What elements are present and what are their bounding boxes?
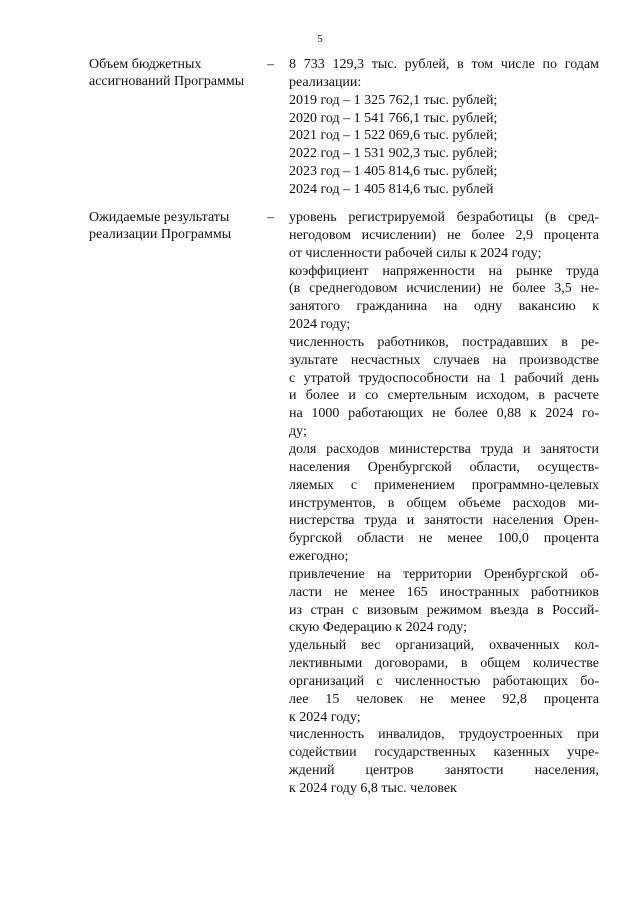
results-line: ласти не менее 165 иностранных работников: [289, 584, 599, 600]
results-line: зультате несчастных случаев на производстве: [289, 352, 599, 368]
results-line: от численности рабочей силы к 2024 году;: [289, 245, 542, 261]
budget-line: 8 733 129,3 тыс. рублей, в том числе по годам: [289, 57, 599, 72]
budget-line: 2019 год – 1 325 762,1 тыс. рублей;: [289, 92, 498, 108]
results-dash: –: [267, 210, 274, 225]
budget-line: 2023 год – 1 405 814,6 тыс. рублей;: [289, 164, 498, 180]
results-line: 2024 году;: [289, 317, 351, 333]
results-line: занятого гражданина на одну вакансию к: [289, 299, 599, 315]
budget-label-line: ассигнований Программы: [89, 74, 245, 89]
results-line: к 2024 году;: [289, 709, 361, 725]
budget-label: [89, 56, 264, 90]
results-line: удельный вес организаций, охваченных кол-: [289, 638, 599, 654]
results-line: на 1000 работающих не более 0,88 к 2024 го-: [289, 406, 599, 422]
results-line: численность инвалидов, трудоустроенных при: [289, 727, 599, 743]
results-line: скую Федерацию к 2024 году;: [289, 620, 467, 636]
budget-line: 2020 год – 1 541 766,1 тыс. рублей;: [289, 110, 498, 126]
results-label-line: реализации Программы: [89, 227, 232, 242]
results-line: лективными договорами, в общем количестве: [289, 656, 599, 672]
results-line: к 2024 году 6,8 тыс. человек: [289, 781, 457, 796]
results-line: коэффициент напряженности на рынке труда: [289, 263, 599, 279]
budget-line: 2022 год – 1 531 902,3 тыс. рублей;: [289, 146, 498, 162]
budget-content: [289, 56, 599, 199]
results-line: организаций с численностью работающих бо-: [289, 673, 599, 689]
budget-line: реализации:: [289, 74, 362, 90]
results-label: [89, 209, 264, 243]
results-line: ду;: [289, 424, 307, 440]
results-line: нистерства труда и занятости населения Орен-: [289, 513, 599, 529]
results-line: (в среднегодовом исчислении) не более 3,5 не-: [289, 281, 599, 297]
results-line: бургской области не менее 100,0 процента: [289, 531, 599, 547]
budget-label-line: Объем бюджетных: [89, 57, 202, 72]
results-line: из стран с визовым режимом въезда в Россий-: [289, 602, 599, 618]
results-line: негодовом исчислении) не более 2,9 процента: [289, 227, 599, 243]
results-line: ляемых с применением программно-целевых: [289, 477, 599, 493]
results-line: доля расходов министерства труда и занятости: [289, 441, 599, 457]
results-line: с утратой трудоспособности на 1 рабочий день: [289, 370, 599, 386]
results-content: [289, 209, 599, 798]
results-line: населения Оренбургской области, осуществ-: [289, 459, 599, 475]
budget-dash: –: [267, 57, 274, 72]
results-line: уровень регистрируемой безработицы (в сред-: [289, 210, 599, 225]
results-line: ежегодно;: [289, 549, 349, 565]
results-line: ждений центров занятости населения,: [289, 763, 599, 779]
results-line: привлечение на территории Оренбургской об-: [289, 566, 599, 582]
budget-line: 2024 год – 1 405 814,6 тыс. рублей: [289, 181, 494, 197]
results-line: численность работников, пострадавших в ре-: [289, 334, 599, 350]
results-line: содействии государственных казенных учре-: [289, 745, 599, 761]
budget-line: 2021 год – 1 522 069,6 тыс. рублей;: [289, 128, 498, 144]
page-number: 5: [317, 33, 323, 45]
results-label-line: Ожидаемые результаты: [89, 210, 230, 225]
results-line: лее 15 человек не менее 92,8 процента: [289, 691, 599, 707]
results-line: инструментов, в общем объеме расходов ми-: [289, 495, 599, 511]
results-line: и более и со смертельным исходом, в расчете: [289, 388, 599, 404]
